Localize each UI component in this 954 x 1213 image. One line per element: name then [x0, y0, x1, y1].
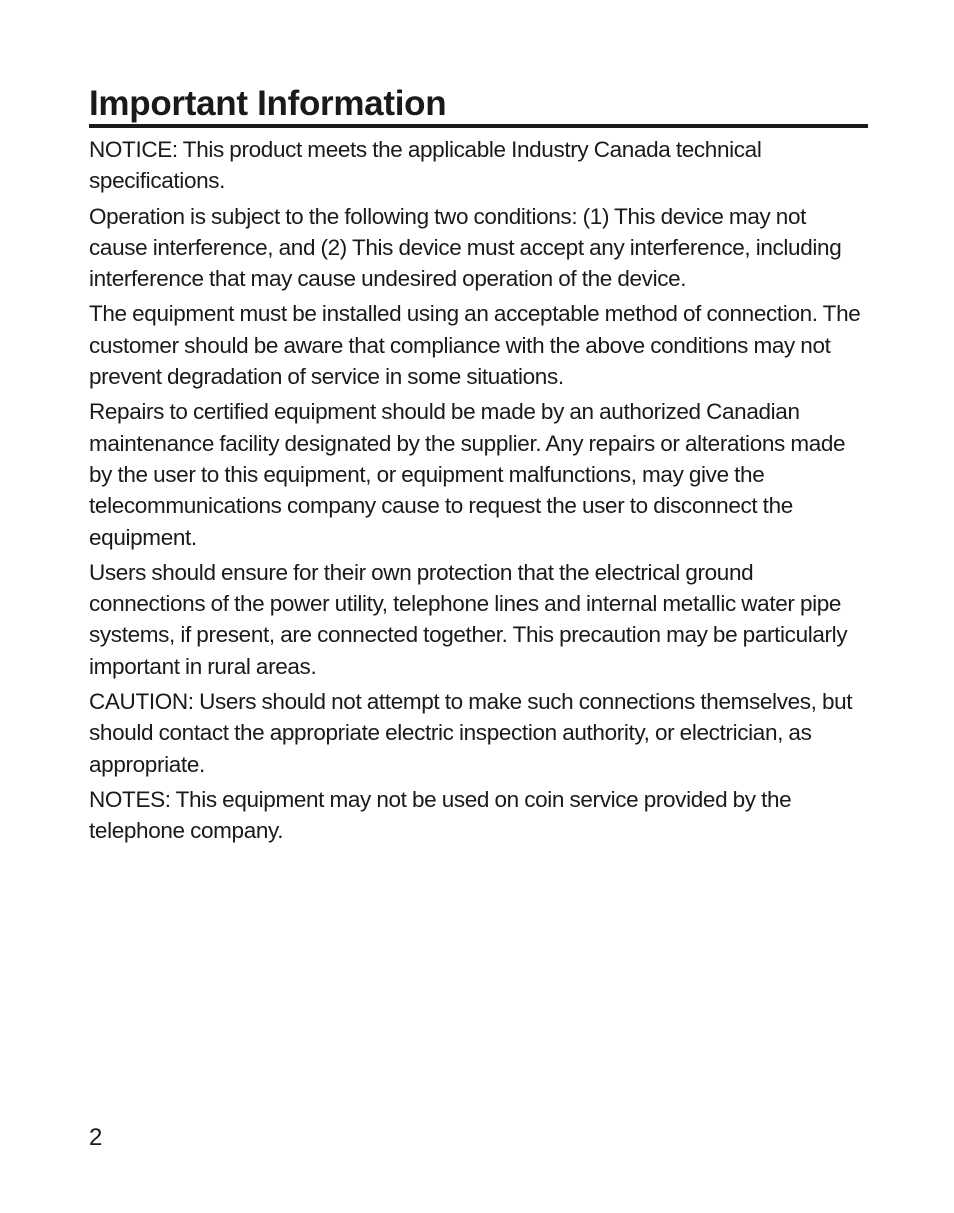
paragraph-repairs: Repairs to certified equipment should be made by an authorized Canadian maintenance facility designated by the supplier. Any repairs or alterations made by the user to this equipment, or equipment malfunctions, may give the telecommunications company cause to request the user to disconnect the equipment. [89, 399, 846, 550]
body-text [89, 134, 869, 847]
page-title: Important Information [89, 84, 447, 123]
paragraph-installation: The equipment must be installed using an acceptable method of connection. The customer should be aware that compliance with the above conditions may not prevent degradation of service in some situations. [89, 301, 861, 390]
paragraph-operation-conditions: Operation is subject to the following two conditions: (1) This device may not cause interference, and (2) This device must accept any interference, including interference that may cause undesired operation of the device. [89, 203, 842, 292]
paragraph-notice: NOTICE: This product meets the applicable Industry Canada technical specifications. [89, 137, 762, 194]
page-number: 2 [89, 1124, 103, 1151]
title-underline [89, 124, 868, 128]
paragraph-notes: NOTES: This equipment may not be used on coin service provided by the telephone company. [89, 786, 792, 844]
paragraph-grounding: Users should ensure for their own protection that the electrical ground connections of the power utility, telephone lines and internal metallic water pipe systems, if present, are connected together. This precaution may be particularly important in rural areas. [89, 559, 848, 679]
page-content [89, 84, 869, 851]
paragraph-caution: CAUTION: Users should not attempt to make such connections themselves, but should contact the appropriate electric inspection authority, or electrician, as appropriate. [89, 689, 853, 777]
